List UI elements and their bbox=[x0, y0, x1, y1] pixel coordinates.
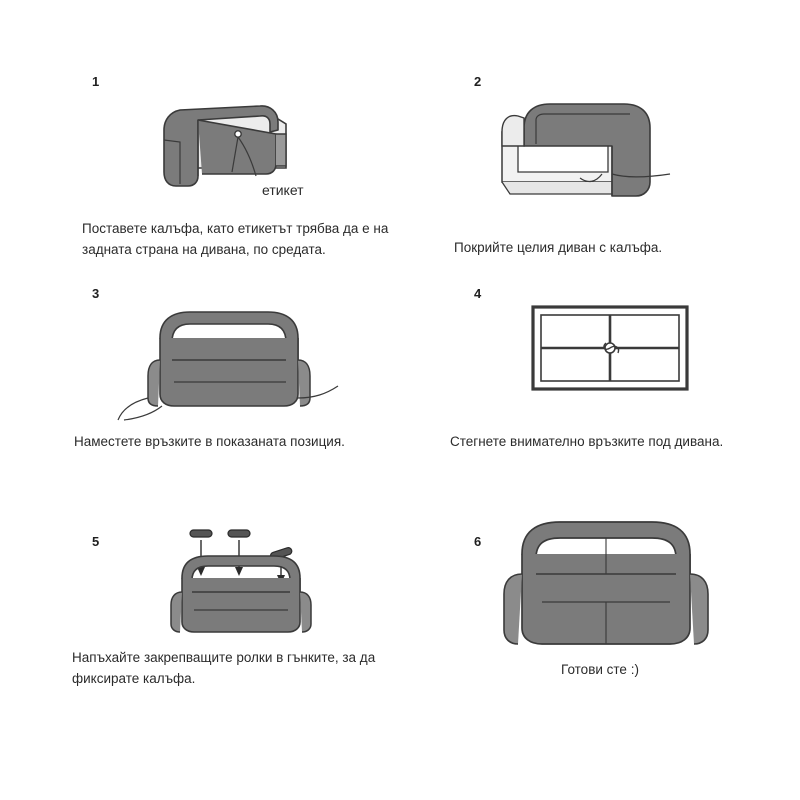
step-number-6: 6 bbox=[474, 534, 482, 549]
step-3-caption: Наместете връзките в показаната позиция. bbox=[74, 434, 345, 449]
step-5-illustration bbox=[150, 522, 340, 642]
step-2-caption: Покрийте целия диван с калъфа. bbox=[454, 240, 663, 255]
step-1-annotation-etiket: етикет bbox=[262, 182, 304, 198]
step-4-illustration bbox=[530, 304, 690, 392]
step-6-illustration bbox=[490, 508, 720, 658]
step-number-2: 2 bbox=[474, 74, 482, 89]
step-1-caption: Поставете калъфа, като етикетът трябва да е на задната страна на дивана, по средата. bbox=[82, 221, 389, 257]
step-4 bbox=[400, 270, 800, 470]
step-number-1: 1 bbox=[92, 74, 100, 89]
step-1 bbox=[0, 0, 400, 270]
step-5 bbox=[0, 500, 400, 720]
step-5-caption: Напъхайте закрепващите ролки в гънките, за да фиксирате калъфа. bbox=[72, 650, 376, 686]
step-number-4: 4 bbox=[474, 286, 482, 301]
step-number-3: 3 bbox=[92, 286, 100, 301]
step-3 bbox=[0, 270, 400, 470]
step-4-caption: Стегнете внимателно връзките под дивана. bbox=[450, 434, 724, 449]
step-6 bbox=[400, 500, 800, 720]
step-3-illustration bbox=[118, 298, 338, 428]
step-2-illustration bbox=[484, 86, 684, 206]
step-2 bbox=[400, 0, 800, 270]
step-6-caption: Готови сте :) bbox=[561, 662, 639, 677]
step-number-5: 5 bbox=[92, 534, 100, 549]
